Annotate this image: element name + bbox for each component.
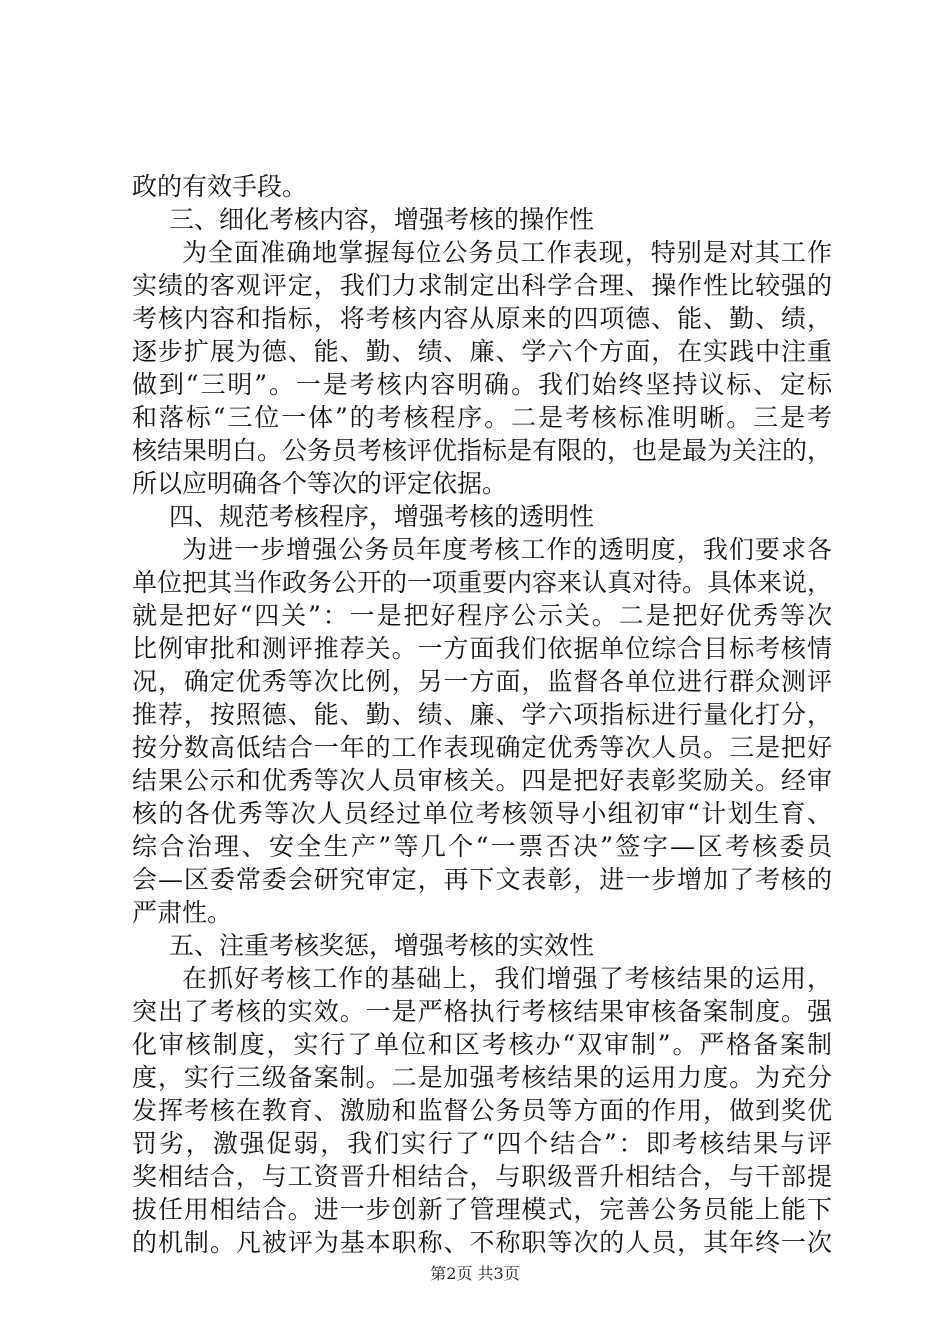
paragraph-line: 单位把其当作政务公开的一项重要内容来认真对待。具体来说， [132, 568, 833, 597]
paragraph-line: 和落标“三位一体”的考核程序。二是考核标准明晰。三是考 [132, 403, 832, 432]
document-body [132, 170, 832, 1259]
paragraph-line: 逐步扩展为德、能、勤、绩、廉、学六个方面，在实践中注重 [132, 337, 832, 366]
paragraph-line: 按分数高低结合一年的工作表现确定优秀等次人员。三是把好 [132, 733, 832, 762]
paragraph-line: 比例审批和测评推荐关。一方面我们依据单位综合目标考核情 [132, 634, 832, 663]
section-heading: 四、规范考核程序，增强考核的透明性 [169, 502, 595, 531]
paragraph-line: 的机制。凡被评为基本职称、不称职等次的人员，其年终一次 [132, 1228, 832, 1257]
paragraph-line: 罚劣，激强促弱，我们实行了“四个结合”：即考核结果与评 [132, 1129, 832, 1158]
paragraph-line: 核结果明白。公务员考核评优指标是有限的，也是最为关注的， [132, 436, 833, 465]
paragraph-line: 奖相结合，与工资晋升相结合，与职级晋升相结合，与干部提 [132, 1162, 832, 1191]
paragraph-line: 突出了考核的实效。一是严格执行考核结果审核备案制度。强 [132, 997, 832, 1026]
paragraph-line: 在抓好考核工作的基础上，我们增强了考核结果的运用， [182, 964, 832, 993]
paragraph-line: 为进一步增强公务员年度考核工作的透明度，我们要求各 [182, 535, 832, 564]
page-footer: 第2页 共3页 [430, 1264, 520, 1283]
paragraph-line: 结果公示和优秀等次人员审核关。四是把好表彰奖励关。经审 [132, 766, 832, 795]
section-heading: 五、注重考核奖惩，增强考核的实效性 [169, 931, 595, 960]
paragraph-line: 就是把好“四关”：一是把好程序公示关。二是把好优秀等次 [132, 601, 832, 630]
paragraph-line: 严肃性。 [132, 898, 233, 927]
paragraph-line: 拔任用相结合。进一步创新了管理模式，完善公务员能上能下 [132, 1195, 832, 1224]
paragraph-line: 推荐，按照德、能、勤、绩、廉、学六项指标进行量化打分， [132, 700, 832, 729]
section-heading: 三、细化考核内容，增强考核的操作性 [169, 205, 595, 234]
paragraph-line: 况，确定优秀等次比例，另一方面，监督各单位进行群众测评 [132, 667, 832, 696]
paragraph-line: 实绩的客观评定，我们力求制定出科学合理、操作性比较强的 [132, 271, 832, 300]
paragraph-line: 综合治理、安全生产”等几个“一票否决”签字—区考核委员 [132, 832, 832, 861]
paragraph-line: 政的有效手段。 [132, 172, 308, 201]
paragraph-line: 化审核制度，实行了单位和区考核办“双审制”。严格备案制 [132, 1030, 832, 1059]
paragraph-line: 考核内容和指标，将考核内容从原来的四项德、能、勤、绩， [132, 304, 832, 333]
paragraph-line: 发挥考核在教育、激励和监督公务员等方面的作用，做到奖优 [132, 1096, 832, 1125]
paragraph-line: 会—区委常委会研究审定，再下文表彰，进一步增加了考核的 [132, 865, 832, 894]
paragraph-line: 所以应明确各个等次的评定依据。 [132, 469, 508, 498]
paragraph-line: 度，实行三级备案制。二是加强考核结果的运用力度。为充分 [132, 1063, 832, 1092]
paragraph-line: 为全面准确地掌握每位公务员工作表现，特别是对其工作 [182, 238, 832, 267]
paragraph-line: 核的各优秀等次人员经过单位考核领导小组初审“计划生育、 [132, 799, 832, 828]
paragraph-line: 做到“三明”。一是考核内容明确。我们始终坚持议标、定标 [132, 370, 832, 399]
